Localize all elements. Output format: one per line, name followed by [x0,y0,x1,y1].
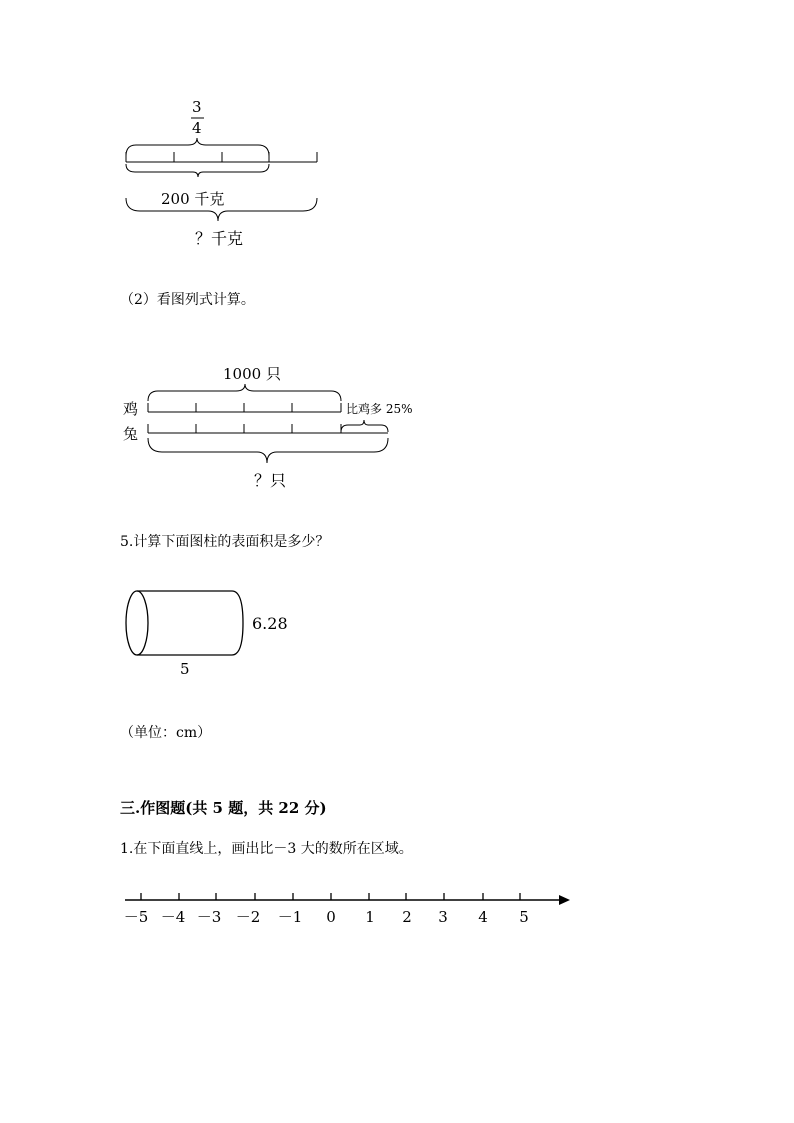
number-line-label: 2 [402,908,412,926]
number-line-label: 5 [519,908,529,926]
number-line-label: 1 [365,908,375,926]
section-3-heading: 三.作图题(共 5 题，共 22 分) [120,799,327,817]
fraction-numerator: 3 [192,98,202,116]
row-label-rabbit: 兔 [123,425,139,443]
unit-note: （单位：cm） [120,725,212,741]
part-weight-label: 200 千克 [161,190,225,208]
number-line-label: －2 [235,908,261,926]
cylinder-length-label: 5 [180,660,190,678]
item-2-instruction: （2）看图列式计算。 [120,292,255,308]
question-5-text: 5.计算下面图柱的表面积是多少？ [120,534,330,550]
section-3-question-1: 1.在下面直线上，画出比－3 大的数所在区域。 [120,841,413,857]
number-line-label: 4 [478,908,488,926]
extra-percent-label: 比鸡多 25% [346,402,413,416]
number-line-label: 0 [326,908,336,926]
chicken-count-label: 1000 只 [223,365,281,383]
total-weight-label: ？千克 [195,229,244,248]
fraction-denominator: 4 [192,119,202,137]
total-count-label: ？只 [254,471,287,490]
row-label-chicken: 鸡 [123,400,139,418]
cylinder-circumference-label: 6.28 [252,614,288,633]
number-line-label: 3 [438,908,448,926]
number-line-label: －1 [277,908,303,926]
number-line-label: －3 [196,908,222,926]
number-line-label: －4 [160,908,186,926]
number-line-label: －5 [123,908,149,926]
